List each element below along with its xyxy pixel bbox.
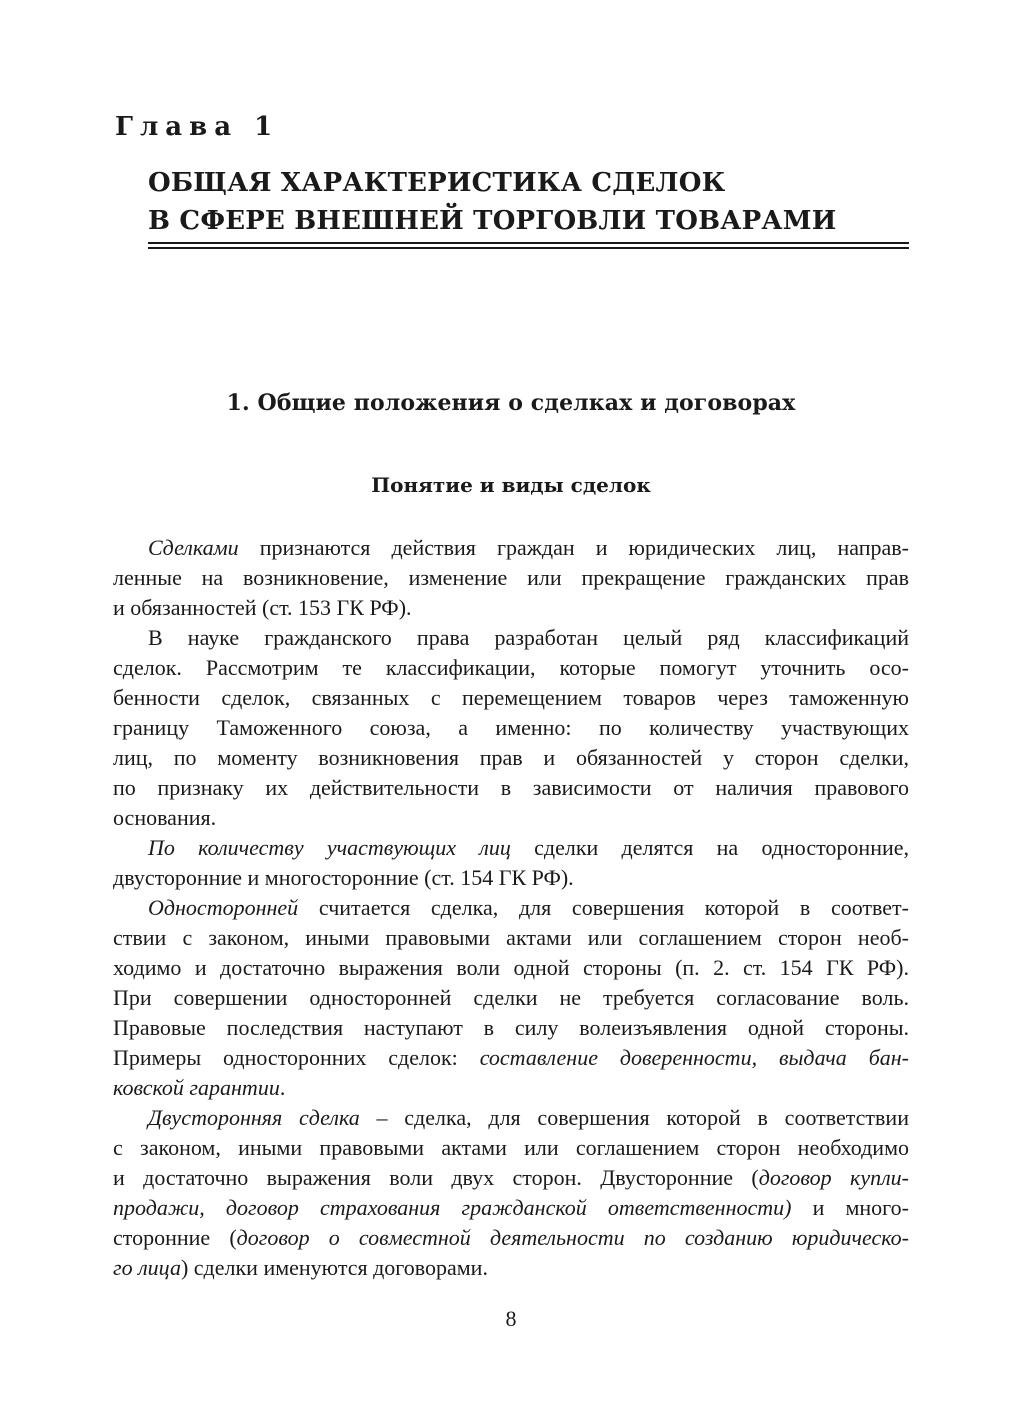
paragraph-line — [113, 1073, 909, 1103]
paragraph-line: двусторонние и многосторонние (ст. 154 ГК РФ). — [113, 865, 574, 890]
text-run: признаются действия граждан и юридических лиц, направ- — [238, 535, 909, 560]
paragraph-line: В науке гражданского права разработан целый ряд классификаций — [148, 625, 909, 650]
italic-term: продажи, договор страхования гражданской ответственности) — [113, 1195, 792, 1220]
chapter-title-line-1: ОБЩАЯ ХАРАКТЕРИСТИКА СДЕЛОК — [148, 168, 726, 198]
paragraph-line — [113, 1043, 909, 1073]
chapter-label: Глава 1 — [115, 112, 280, 142]
text-run: сторонние ( — [113, 1225, 237, 1250]
italic-term: договор купли- — [758, 1165, 909, 1190]
text-run: ) сделки именуются договорами. — [180, 1255, 488, 1280]
paragraph-line: границу Таможенного союза, а именно: по количеству участвующих — [113, 715, 909, 740]
italic-term: го лица — [113, 1255, 181, 1280]
paragraph-line: При совершении односторонней сделки не требуется согласование воль. — [113, 985, 909, 1010]
italic-term: составление доверенности, выдача бан- — [479, 1045, 909, 1070]
paragraph-line — [113, 833, 909, 863]
page-number: 8 — [505, 1306, 517, 1331]
italic-term: Двусторонняя сделка — [148, 1105, 360, 1130]
paragraph-line: бенности сделок, связанных с перемещением товаров через таможенную — [113, 685, 909, 710]
paragraph-line: ленные на возникновение, изменение или прекращение гражданских прав — [113, 565, 909, 590]
title-rule-upper — [148, 242, 909, 244]
paragraph-line: ходимо и достаточно выражения воли одной стороны (п. 2. ст. 154 ГК РФ). — [113, 955, 909, 980]
text-run: и много- — [791, 1195, 909, 1220]
paragraph-line: основания. — [113, 805, 217, 830]
italic-term: Сделками — [148, 535, 239, 560]
body-text — [113, 533, 909, 1283]
paragraph-line — [113, 533, 909, 563]
text-run: – сделка, для совершения которой в соответствии — [359, 1105, 909, 1130]
chapter-title-line-2: В СФЕРЕ ВНЕШНЕЙ ТОРГОВЛИ ТОВАРАМИ — [148, 206, 837, 236]
paragraph-line: с законом, иными правовыми актами или соглашением сторон необходимо — [113, 1135, 909, 1160]
paragraph-line: и обязанностей (ст. 153 ГК РФ). — [113, 595, 412, 620]
paragraph-line: лиц, по моменту возникновения прав и обязанностей у сторон сделки, — [113, 745, 909, 770]
paragraph-line: сделок. Рассмотрим те классификации, которые помогут уточнить осо- — [113, 655, 909, 680]
chapter-title — [148, 164, 918, 240]
paragraph-line — [113, 893, 909, 923]
section-title: 1. Общие положения о сделках и договорах — [226, 390, 796, 416]
italic-term: ковской гарантии — [113, 1075, 280, 1100]
italic-term: По количеству участвующих лиц — [148, 835, 511, 860]
text-run: сделки делятся на односторонние, — [510, 835, 910, 860]
paragraph-line — [113, 1163, 909, 1193]
paragraph-line — [113, 1193, 909, 1223]
italic-term: Односторонней — [148, 895, 299, 920]
paragraph-line — [113, 1253, 909, 1283]
text-run: считается сделка, для совершения которой в соответ- — [298, 895, 909, 920]
text-run: . — [279, 1075, 286, 1100]
title-rule-lower — [148, 247, 909, 249]
paragraph-line: ствии с законом, иными правовыми актами или соглашением сторон необ- — [113, 925, 909, 950]
text-run: Примеры односторонних сделок: — [113, 1045, 480, 1070]
paragraph-line: Правовые последствия наступают в силу волеизъявления одной стороны. — [113, 1015, 909, 1040]
paragraph-line — [113, 1223, 909, 1253]
italic-term: договор о совместной деятельности по созданию юридическо- — [236, 1225, 909, 1250]
text-run: и достаточно выражения воли двух сторон. Двусторонние ( — [113, 1165, 759, 1190]
paragraph-line: по признаку их действительности в зависимости от наличия правового — [113, 775, 909, 800]
paragraph-line — [113, 1103, 909, 1133]
subsection-title: Понятие и виды сделок — [371, 473, 651, 497]
